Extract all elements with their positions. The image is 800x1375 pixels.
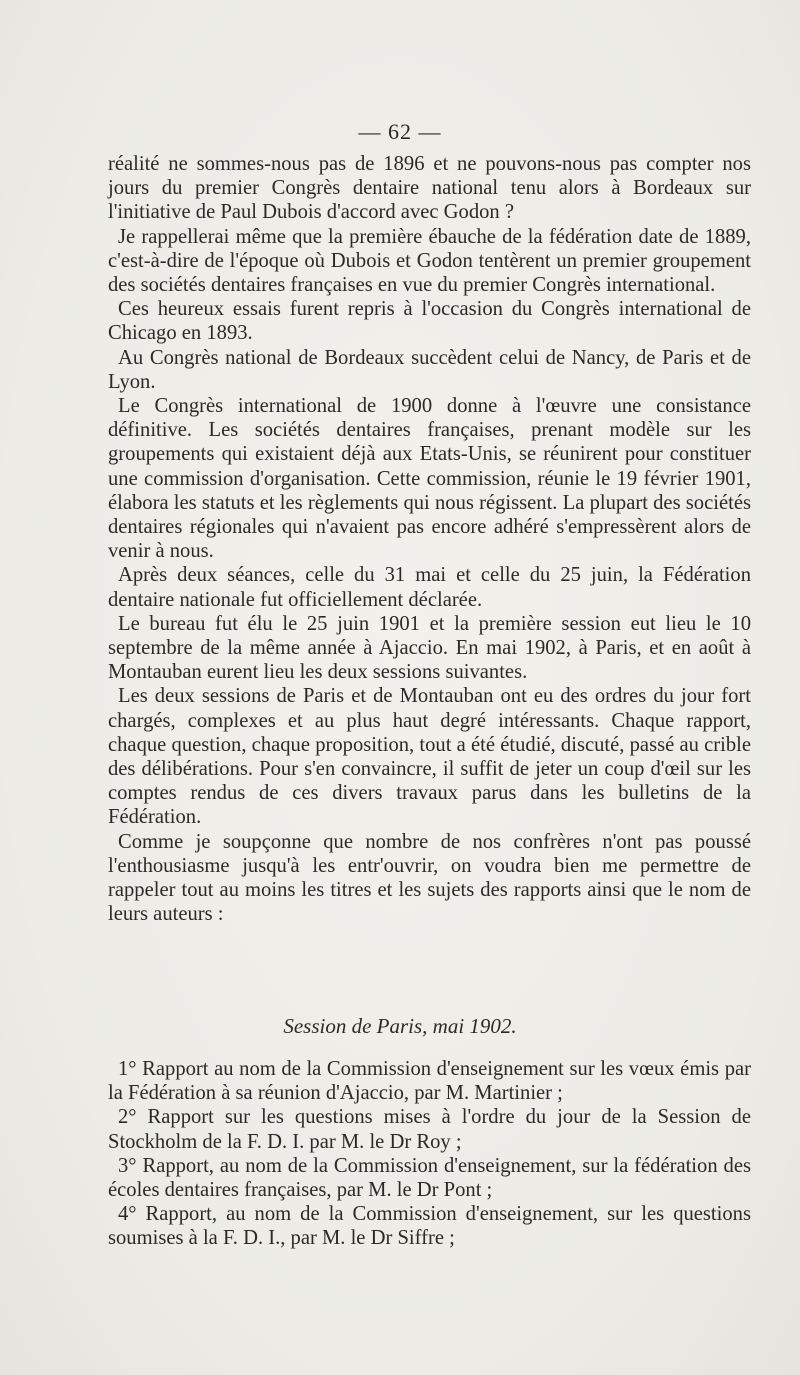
list-item: 3° Rapport, au nom de la Commission d'enseignement, sur la fédération des écoles dentaires françaises, par M. le Dr Pont ;	[108, 1154, 751, 1202]
paragraph: Comme je soupçonne que nombre de nos confrères n'ont pas poussé l'enthousiasme jusqu'à les entr'ouvrir, on voudra bien me permettre de rappeler tout au moins les titres et les sujets des rapports ainsi que le nom de leurs auteurs :	[108, 830, 751, 926]
paragraph: Le Congrès international de 1900 donne à l'œuvre une consistance définitive. Les sociétés dentaires françaises, prenant modèle sur les groupements qui existaient déjà aux Etats-Unis, se réunirent pour constituer une commission d'organisation. Cette commission, réunie le 19 février 1901, élabora les statuts et les règlements qui nous régissent. La plupart des sociétés dentaires régionales qui n'avaient pas encore adhéré s'empressèrent alors de venir à nous.	[108, 395, 751, 563]
section-heading: Session de Paris, mai 1902.	[283, 1014, 517, 1038]
paragraph: réalité ne sommes-nous pas de 1896 et ne pouvons-nous pas compter nos jours du premier Congrès dentaire national tenu alors à Bordeaux sur l'initiative de Paul Dubois d'accord avec Godon ?	[108, 153, 751, 224]
body-text	[108, 152, 751, 927]
paragraph: Après deux séances, celle du 31 mai et celle du 25 juin, la Fédération dentaire nationale fut officiellement déclarée.	[108, 564, 751, 611]
list-item: 2° Rapport sur les questions mises à l'ordre du jour de la Session de Stockholm de la F. D. I. par M. le Dr Roy ;	[108, 1106, 751, 1153]
page-number: — 62 —	[358, 119, 442, 144]
paragraph: Le bureau fut élu le 25 juin 1901 et la première session eut lieu le 10 septembre de la même année à Ajaccio. En mai 1902, à Paris, et en août à Montauban eurent lieu les deux sessions suivantes.	[108, 612, 751, 684]
paragraph: Ces heureux essais furent repris à l'occasion du Congrès international de Chicago en 1893.	[108, 298, 751, 345]
paragraph: Je rappellerai même que la première ébauche de la fédération date de 1889, c'est-à-dire de l'époque où Dubois et Godon tentèrent un premier groupement des sociétés dentaires françaises en vue du premier Congrès international.	[108, 225, 751, 297]
paragraph: Au Congrès national de Bordeaux succèdent celui de Nancy, de Paris et de Lyon.	[108, 346, 751, 393]
paragraph: Les deux sessions de Paris et de Montauban ont eu des ordres du jour fort chargés, complexes et au plus haut degré intéressants. Chaque rapport, chaque question, chaque proposition, tout a été étudié, discuté, passé au crible des délibérations. Pour s'en convaincre, il suffit de jeter un coup d'œil sur les comptes rendus de ces divers travaux parus dans les bulletins de la Fédération.	[108, 685, 751, 829]
list-item: 1° Rapport au nom de la Commission d'enseignement sur les vœux émis par la Fédération à sa réunion d'Ajaccio, par M. Martinier ;	[108, 1058, 751, 1105]
list-item: 4° Rapport, au nom de la Commission d'enseignement, sur les questions soumises à la F. D. I., par M. le Dr Siffre ;	[108, 1203, 751, 1250]
report-list	[108, 1057, 751, 1251]
